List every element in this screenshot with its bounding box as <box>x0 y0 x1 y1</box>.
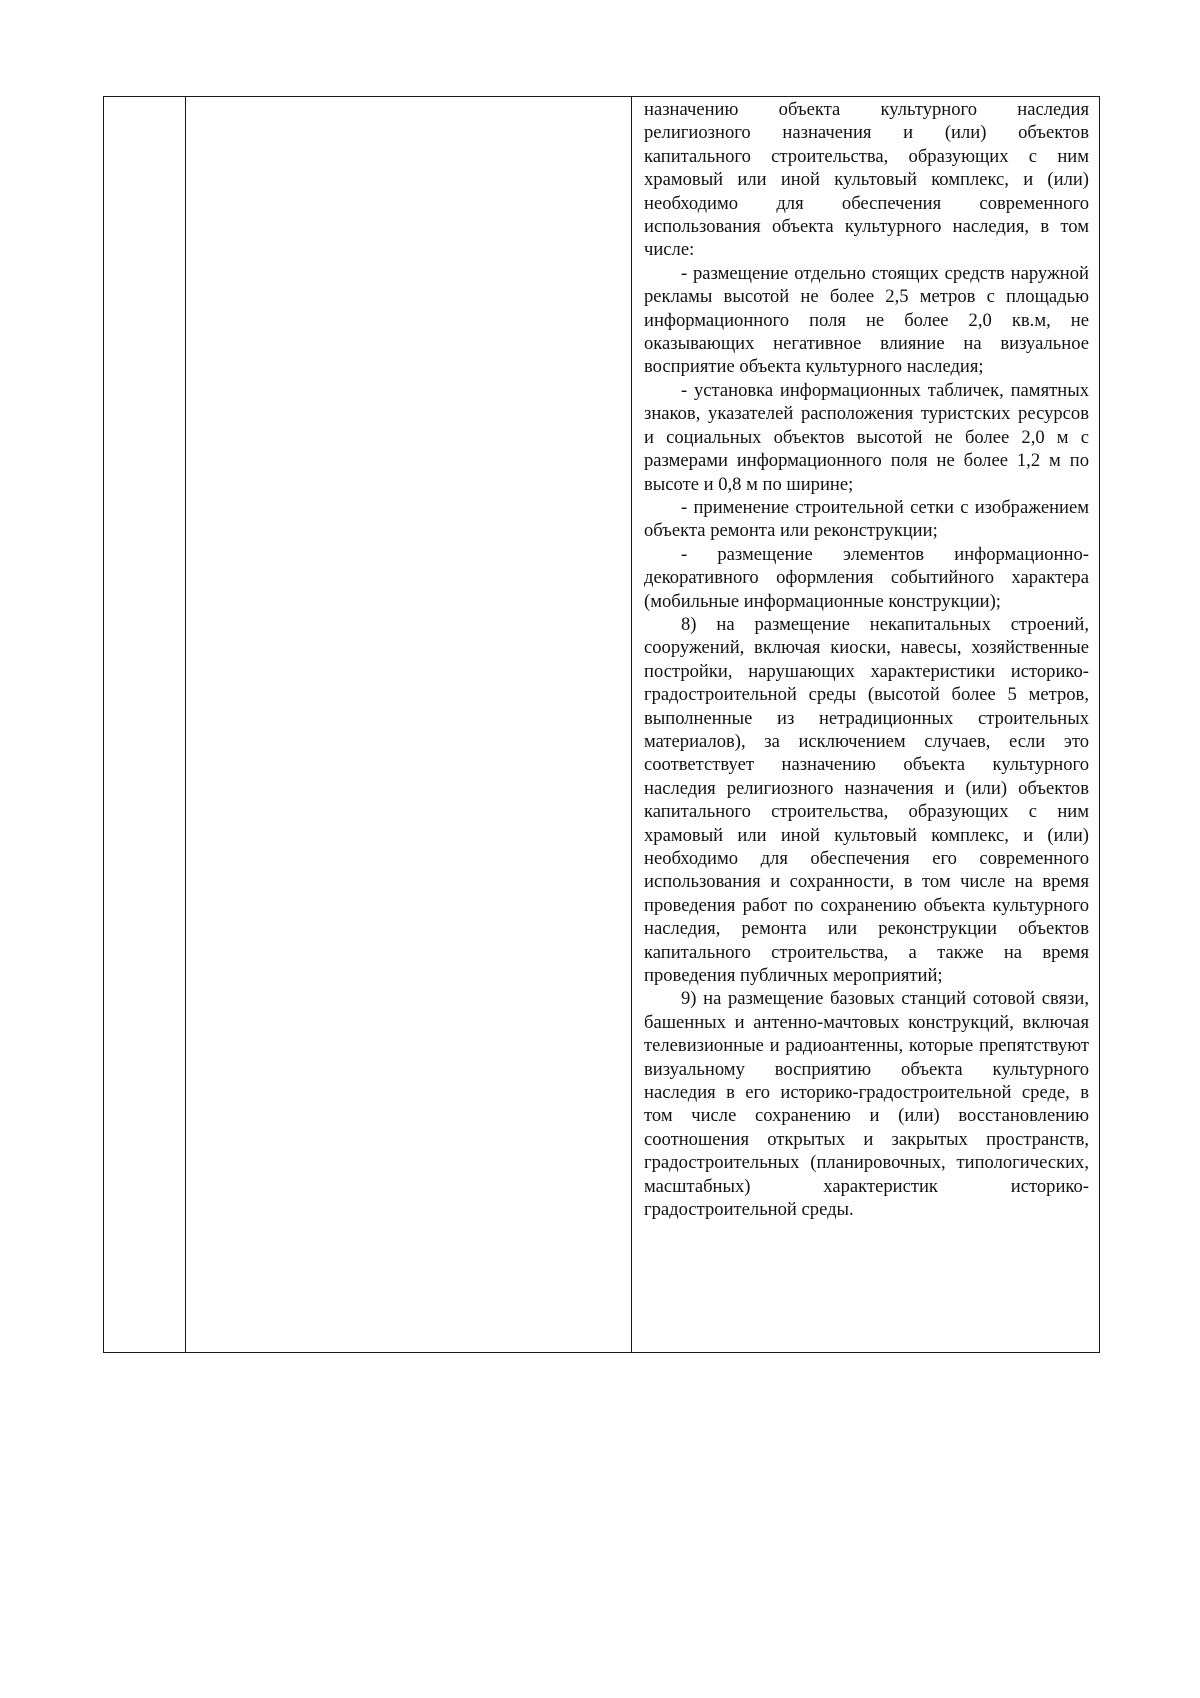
paragraph: - установка информационных табличек, памятных знаков, указателей расположения туристских ресурсов и социальных объектов высотой не более 2,0 м с размерами информационного поля не более 1,2 м по высоте и 0,8 м по ширине; <box>644 379 1089 495</box>
paragraph: 8) на размещение некапитальных строений, сооружений, включая киоски, навесы, хозяйственные постройки, нарушающих характеристики историко-градостроительной среды (высотой более 5 метров, выполненные из нетрадиционных строительных материалов), за исключением случаев, если это соответствует назначению объекта культурного наследия религиозного назначения и (или) объектов капитального строительства, образующих с ним храмовый или иной культовый комплекс, и (или) необходимо для обеспечения его современного использования и сохранности, в том числе на время проведения работ по сохранению объекта культурного наследия, ремонта или реконструкции объектов капитального строительства, а также на время проведения публичных мероприятий; <box>644 613 1089 987</box>
document-table <box>103 96 1100 1353</box>
paragraph: 9) на размещение базовых станций сотовой связи, башенных и антенно-мачтовых конструкций, включая телевизионные и радиоантенны, которые препятствуют визуальному восприятию объекта культурного наследия в его историко-градостроительной среде, в том числе сохранению и (или) восстановлению соотношения открытых и закрытых пространств, градостроительных (планировочных, типологических, масштабных) характеристик историко-градостроительной среды. <box>644 988 1089 1221</box>
cell-object <box>186 97 632 1353</box>
table-row <box>104 97 1100 1353</box>
cell-requirements <box>632 97 1100 1353</box>
paragraph: - применение строительной сетки с изображением объекта ремонта или реконструкции; <box>644 496 1089 542</box>
paragraph: - размещение отдельно стоящих средств наружной рекламы высотой не более 2,5 метров с площадью информационного поля не более 2,0 кв.м, не оказывающих негативное влияние на визуальное восприятие объекта культурного наследия; <box>644 262 1089 378</box>
requirements-text <box>632 97 1099 1222</box>
paragraph: назначению объекта культурного наследия религиозного назначения и (или) объектов капитального строительства, образующих с ним храмовый или иной культовый комплекс, и (или) необходимо для обеспечения современного использования объекта культурного наследия, в том числе: <box>644 99 1089 261</box>
paragraph: - размещение элементов информационно-декоративного оформления событийного характера (мобильные информационные конструкции); <box>644 543 1089 612</box>
cell-number-text <box>104 97 185 98</box>
cell-number <box>104 97 186 1353</box>
cell-object-text <box>186 97 631 98</box>
